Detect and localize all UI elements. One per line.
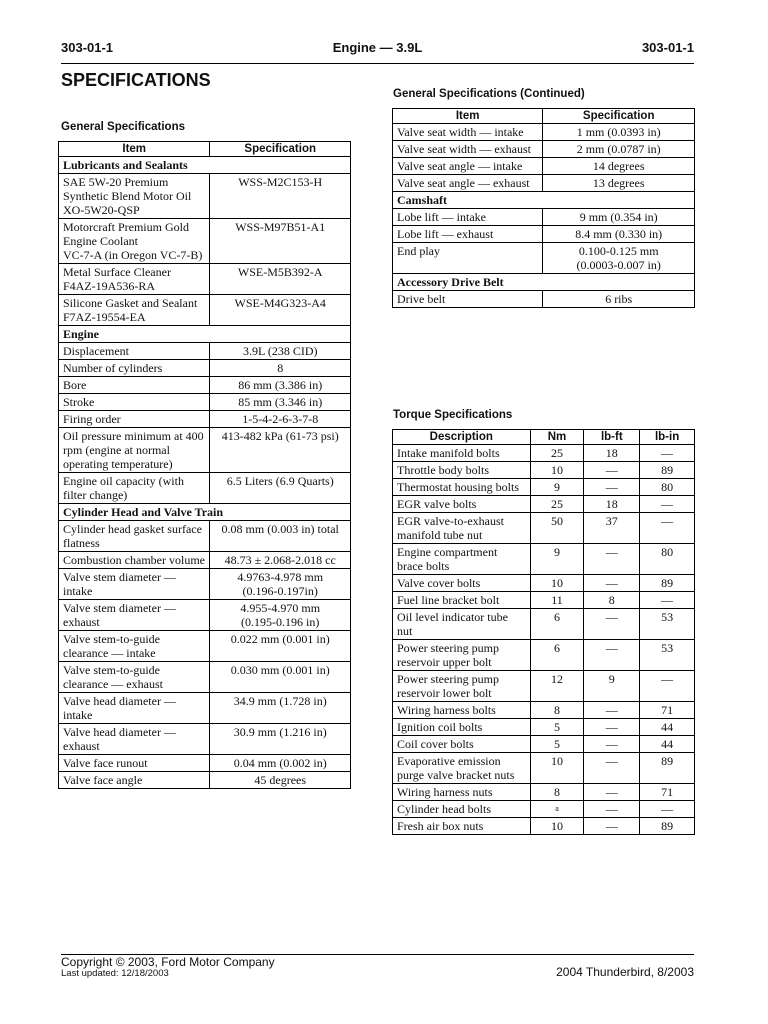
table-row	[393, 592, 695, 609]
item-cell: Silicone Gasket and Sealant F7AZ-19554-EA	[59, 295, 210, 326]
item-cell: Valve face angle	[59, 772, 210, 789]
description-cell: Engine compartment brace bolts	[393, 544, 531, 575]
general-specs-table	[58, 141, 351, 789]
table-row	[59, 360, 351, 377]
spec-cell: WSE-M5B392-A	[210, 264, 351, 295]
footer-last-updated: Last updated: 12/18/2003	[61, 968, 169, 979]
item-cell: Valve head diameter — exhaust	[59, 724, 210, 755]
table-row	[393, 175, 695, 192]
item-cell: Valve head diameter — intake	[59, 693, 210, 724]
nm-cell: 9	[530, 544, 584, 575]
table-row	[59, 755, 351, 772]
description-cell: Wiring harness bolts	[393, 702, 531, 719]
spec-cell: 9 mm (0.354 in)	[543, 209, 695, 226]
lbin-cell: 71	[640, 784, 695, 801]
lbft-cell: 37	[584, 513, 640, 544]
lbft-cell: —	[584, 818, 640, 835]
table-row	[59, 394, 351, 411]
description-cell: Power steering pump reservoir lower bolt	[393, 671, 531, 702]
spec-cell: 1 mm (0.0393 in)	[543, 124, 695, 141]
table-row	[59, 662, 351, 693]
group-row	[59, 504, 351, 521]
header-title: Engine — 3.9L	[332, 40, 423, 55]
spec-cell: 0.030 mm (0.001 in)	[210, 662, 351, 693]
table-row	[59, 295, 351, 326]
table-row	[393, 209, 695, 226]
group-label: Lubricants and Sealants	[59, 157, 351, 174]
lbft-cell: —	[584, 801, 640, 818]
general-specs-cont-heading: General Specifications (Continued)	[393, 88, 585, 100]
spec-cell: 48.73 ± 2.068-2.018 cc	[210, 552, 351, 569]
table-row	[393, 609, 695, 640]
spec-cell: 0.022 mm (0.001 in)	[210, 631, 351, 662]
table-row	[393, 291, 695, 308]
table-row	[59, 552, 351, 569]
column-header: Item	[393, 109, 543, 124]
lbft-cell: 9	[584, 671, 640, 702]
lbin-cell: 53	[640, 609, 695, 640]
page-title: SPECIFICATIONS	[61, 70, 211, 90]
spec-cell: 2 mm (0.0787 in)	[543, 141, 695, 158]
table-row	[393, 513, 695, 544]
nm-cell: 10	[530, 462, 584, 479]
torque-specs-table	[392, 429, 695, 835]
lbin-cell: —	[640, 496, 695, 513]
header-rule	[61, 63, 694, 64]
item-cell: Drive belt	[393, 291, 543, 308]
item-cell: SAE 5W-20 Premium Synthetic Blend Motor Oil XO-5W20-QSP	[59, 174, 210, 219]
table-row	[59, 631, 351, 662]
spec-cell: 4.955-4.970 mm (0.195-0.196 in)	[210, 600, 351, 631]
spec-cell: 0.04 mm (0.002 in)	[210, 755, 351, 772]
spec-cell: WSE-M4G323-A4	[210, 295, 351, 326]
nm-cell: 25	[530, 496, 584, 513]
item-cell: Combustion chamber volume	[59, 552, 210, 569]
lbft-cell: —	[584, 462, 640, 479]
spec-cell: WSS-M2C153-H	[210, 174, 351, 219]
table-row	[393, 141, 695, 158]
item-cell: End play	[393, 243, 543, 274]
item-cell: Metal Surface Cleaner F4AZ-19A536-RA	[59, 264, 210, 295]
header-section-right: 303-01-1	[641, 40, 694, 55]
nm-cell: 6	[530, 609, 584, 640]
nm-cell: 50	[530, 513, 584, 544]
nm-cell: 5	[530, 719, 584, 736]
spec-cell: 413-482 kPa (61-73 psi)	[210, 428, 351, 473]
nm-cell: 8	[530, 784, 584, 801]
item-cell: Valve seat width — intake	[393, 124, 543, 141]
description-cell: EGR valve bolts	[393, 496, 531, 513]
description-cell: Coil cover bolts	[393, 736, 531, 753]
description-cell: Throttle body bolts	[393, 462, 531, 479]
table-row	[393, 719, 695, 736]
spec-cell: 86 mm (3.386 in)	[210, 377, 351, 394]
spec-cell: 0.100-0.125 mm (0.0003-0.007 in)	[543, 243, 695, 274]
lbin-cell: —	[640, 801, 695, 818]
column-header: Specification	[543, 109, 695, 124]
item-cell: Valve seat width — exhaust	[393, 141, 543, 158]
column-header: Description	[393, 430, 531, 445]
item-cell: Cylinder head gasket surface flatness	[59, 521, 210, 552]
table-row	[59, 343, 351, 360]
item-cell: Lobe lift — intake	[393, 209, 543, 226]
table-row	[59, 724, 351, 755]
item-cell: Valve stem-to-guide clearance — intake	[59, 631, 210, 662]
table-row	[59, 600, 351, 631]
group-row	[59, 157, 351, 174]
general-specs-cont-table	[392, 108, 695, 308]
table-row	[393, 243, 695, 274]
item-cell: Motorcraft Premium Gold Engine Coolant VC-7-A (in Oregon VC-7-B)	[59, 219, 210, 264]
table-row	[59, 428, 351, 473]
nm-cell: 10	[530, 753, 584, 784]
table-row	[393, 801, 695, 818]
item-cell: Valve stem-to-guide clearance — exhaust	[59, 662, 210, 693]
lbin-cell: 89	[640, 753, 695, 784]
spec-cell: WSS-M97B51-A1	[210, 219, 351, 264]
lbft-cell: —	[584, 736, 640, 753]
item-cell: Number of cylinders	[59, 360, 210, 377]
description-cell: EGR valve-to-exhaust manifold tube nut	[393, 513, 531, 544]
table-header-row	[59, 142, 351, 157]
description-cell: Ignition coil bolts	[393, 719, 531, 736]
lbin-cell: 89	[640, 818, 695, 835]
table-row	[393, 544, 695, 575]
description-cell: Wiring harness nuts	[393, 784, 531, 801]
description-cell: Power steering pump reservoir upper bolt	[393, 640, 531, 671]
table-header-row	[393, 430, 695, 445]
item-cell: Valve seat angle — exhaust	[393, 175, 543, 192]
nm-cell: 8	[530, 702, 584, 719]
spec-cell: 14 degrees	[543, 158, 695, 175]
group-label: Accessory Drive Belt	[393, 274, 695, 291]
table-row	[59, 377, 351, 394]
lbin-cell: 80	[640, 479, 695, 496]
lbft-cell: —	[584, 479, 640, 496]
table-row	[393, 462, 695, 479]
lbin-cell: 44	[640, 736, 695, 753]
nm-cell: 9	[530, 479, 584, 496]
spec-cell: 34.9 mm (1.728 in)	[210, 693, 351, 724]
lbin-cell: —	[640, 592, 695, 609]
nm-cell: 12	[530, 671, 584, 702]
footer-publication: 2004 Thunderbird, 8/2003	[556, 965, 694, 979]
item-cell: Stroke	[59, 394, 210, 411]
description-cell: Valve cover bolts	[393, 575, 531, 592]
nm-cell: 6	[530, 640, 584, 671]
lbin-cell: 89	[640, 462, 695, 479]
nm-cell: a	[530, 801, 584, 818]
table-row	[393, 736, 695, 753]
spec-cell: 1-5-4-2-6-3-7-8	[210, 411, 351, 428]
item-cell: Valve face runout	[59, 755, 210, 772]
table-row	[393, 226, 695, 243]
general-specs-heading: General Specifications	[61, 121, 185, 133]
lbin-cell: —	[640, 671, 695, 702]
nm-cell: 11	[530, 592, 584, 609]
nm-cell: 5	[530, 736, 584, 753]
description-cell: Fuel line bracket bolt	[393, 592, 531, 609]
spec-cell: 4.9763-4.978 mm (0.196-0.197in)	[210, 569, 351, 600]
table-row	[59, 473, 351, 504]
table-row	[59, 521, 351, 552]
column-header: Nm	[530, 430, 584, 445]
table-row	[59, 772, 351, 789]
table-row	[59, 264, 351, 295]
spec-cell: 0.08 mm (0.003 in) total	[210, 521, 351, 552]
nm-cell: 25	[530, 445, 584, 462]
nm-cell: 10	[530, 818, 584, 835]
item-cell: Engine oil capacity (with filter change)	[59, 473, 210, 504]
description-cell: Oil level indicator tube nut	[393, 609, 531, 640]
lbin-cell: —	[640, 445, 695, 462]
table-row	[393, 753, 695, 784]
item-cell: Displacement	[59, 343, 210, 360]
group-row	[393, 192, 695, 209]
description-cell: Thermostat housing bolts	[393, 479, 531, 496]
group-label: Engine	[59, 326, 351, 343]
lbin-cell: 44	[640, 719, 695, 736]
torque-specs-heading: Torque Specifications	[393, 409, 513, 421]
item-cell: Valve stem diameter — exhaust	[59, 600, 210, 631]
lbft-cell: 18	[584, 445, 640, 462]
item-cell: Lobe lift — exhaust	[393, 226, 543, 243]
footer-copyright: Copyright © 2003, Ford Motor Company	[61, 955, 275, 969]
lbft-cell: —	[584, 609, 640, 640]
table-header-row	[393, 109, 695, 124]
table-row	[59, 219, 351, 264]
spec-cell: 30.9 mm (1.216 in)	[210, 724, 351, 755]
spec-cell: 6.5 Liters (6.9 Quarts)	[210, 473, 351, 504]
item-cell: Valve stem diameter — intake	[59, 569, 210, 600]
table-row	[393, 784, 695, 801]
spec-cell: 13 degrees	[543, 175, 695, 192]
lbin-cell: 71	[640, 702, 695, 719]
lbft-cell: —	[584, 702, 640, 719]
spec-cell: 8	[210, 360, 351, 377]
spec-cell: 45 degrees	[210, 772, 351, 789]
column-header: lb-ft	[584, 430, 640, 445]
item-cell: Valve seat angle — intake	[393, 158, 543, 175]
group-label: Camshaft	[393, 192, 695, 209]
spec-cell: 8.4 mm (0.330 in)	[543, 226, 695, 243]
table-row	[393, 479, 695, 496]
spec-cell: 85 mm (3.346 in)	[210, 394, 351, 411]
lbft-cell: —	[584, 719, 640, 736]
table-row	[393, 496, 695, 513]
table-row	[393, 124, 695, 141]
table-row	[393, 702, 695, 719]
page-header	[61, 40, 694, 60]
lbft-cell: 8	[584, 592, 640, 609]
table-row	[393, 158, 695, 175]
column-header: lb-in	[640, 430, 695, 445]
item-cell: Firing order	[59, 411, 210, 428]
lbin-cell: —	[640, 513, 695, 544]
description-cell: Intake manifold bolts	[393, 445, 531, 462]
table-row	[393, 575, 695, 592]
group-row	[59, 326, 351, 343]
lbft-cell: —	[584, 753, 640, 784]
lbft-cell: —	[584, 575, 640, 592]
lbft-cell: 18	[584, 496, 640, 513]
lbft-cell: —	[584, 544, 640, 575]
item-cell: Bore	[59, 377, 210, 394]
column-header: Item	[59, 142, 210, 157]
lbin-cell: 80	[640, 544, 695, 575]
nm-cell: 10	[530, 575, 584, 592]
lbft-cell: —	[584, 640, 640, 671]
lbin-cell: 89	[640, 575, 695, 592]
description-cell: Fresh air box nuts	[393, 818, 531, 835]
table-row	[393, 445, 695, 462]
table-row	[59, 411, 351, 428]
column-header: Specification	[210, 142, 351, 157]
header-section-left: 303-01-1	[61, 40, 114, 55]
table-row	[393, 640, 695, 671]
table-row	[393, 818, 695, 835]
lbft-cell: —	[584, 784, 640, 801]
spec-cell: 3.9L (238 CID)	[210, 343, 351, 360]
group-row	[393, 274, 695, 291]
description-cell: Evaporative emission purge valve bracket nuts	[393, 753, 531, 784]
lbin-cell: 53	[640, 640, 695, 671]
table-row	[59, 569, 351, 600]
spec-cell: 6 ribs	[543, 291, 695, 308]
table-row	[59, 174, 351, 219]
table-row	[393, 671, 695, 702]
table-row	[59, 693, 351, 724]
item-cell: Oil pressure minimum at 400 rpm (engine at normal operating temperature)	[59, 428, 210, 473]
description-cell: Cylinder head bolts	[393, 801, 531, 818]
group-label: Cylinder Head and Valve Train	[59, 504, 351, 521]
